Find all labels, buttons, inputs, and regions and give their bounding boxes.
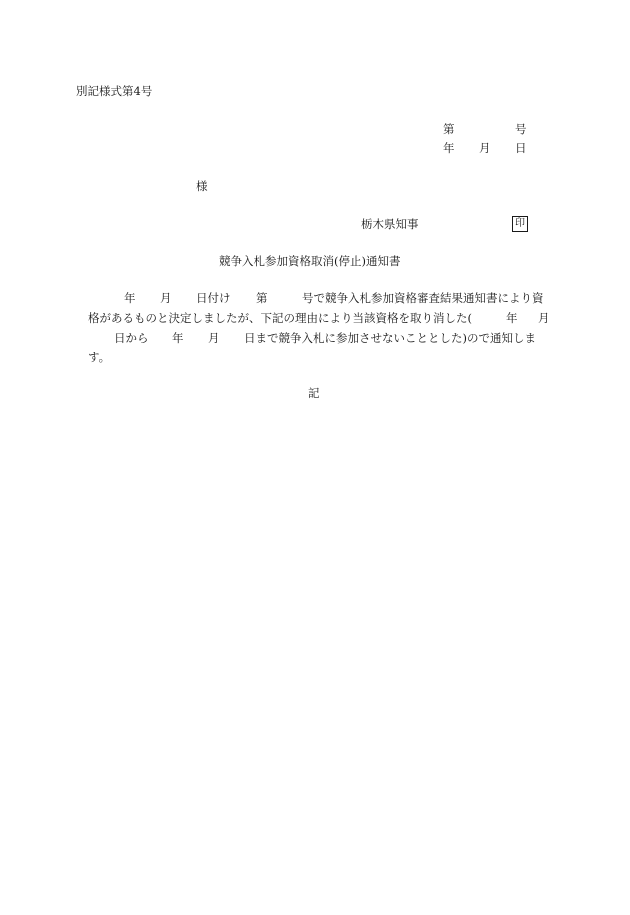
document-number-prefix: 第 [443,122,455,136]
date-day: 日 [515,141,527,155]
body-text-segment: す。 [88,350,111,364]
body-text-segment: 年 [506,311,518,325]
body-text-segment: 第 [256,291,268,305]
document-number-suffix: 号 [515,122,527,136]
body-text-segment: 日まで競争入札に参加させないこととした)ので通知しま [244,331,536,345]
form-number: 別記様式第4号 [76,84,153,98]
body-text-segment: 日付け [196,291,231,305]
document-title: 競争入札参加資格取消(停止)通知書 [219,254,401,268]
body-text-segment: 日から [114,331,149,345]
body-text-segment: 格があるものと決定しましたが、下記の理由により当該資格を取り消した( [88,311,472,325]
date-month: 月 [479,141,491,155]
body-text-segment: 年 [172,331,184,345]
body-text-segment: 号で競争入札参加資格審査結果通知書により資 [302,291,544,305]
body-text-segment: 月 [160,291,172,305]
body-text-segment: 年 [124,291,136,305]
seal-icon: 印 [512,216,528,232]
sender-name: 栃木県知事 [361,217,419,231]
record-marker: 記 [308,386,320,400]
addressee-honorific: 様 [196,179,208,193]
body-text-segment: 月 [538,311,550,325]
date-year: 年 [443,141,455,155]
body-text-segment: 月 [208,331,220,345]
